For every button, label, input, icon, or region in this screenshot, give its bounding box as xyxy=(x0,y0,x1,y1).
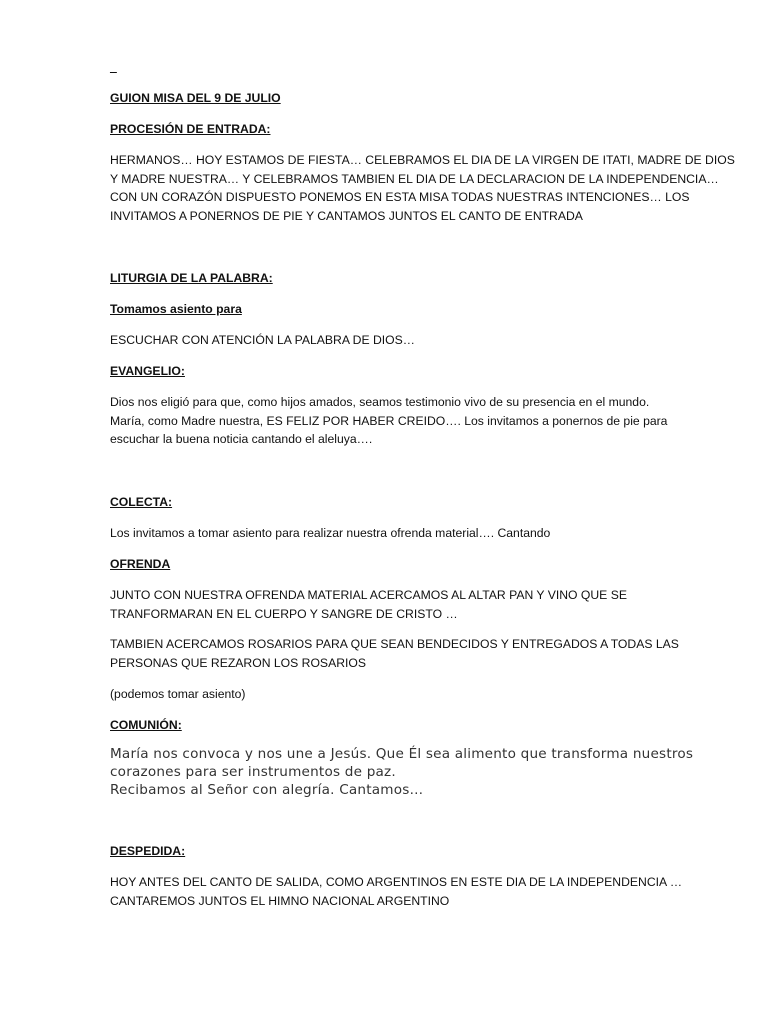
despedida-heading: DESPEDIDA: xyxy=(110,844,186,858)
ofrenda-paragraph-2 xyxy=(110,635,710,672)
liturgia-text: ESCUCHAR CON ATENCIÓN LA PALABRA DE DIOS… xyxy=(110,333,415,347)
ofrenda-heading: OFRENDA xyxy=(110,557,171,571)
evangelio-line: María, como Madre nuestra, ES FELIZ POR HABER CREIDO…. Los invitamos a ponernos de pie para xyxy=(110,413,668,428)
comunion-paragraph xyxy=(110,745,710,799)
ofrenda-paragraph-1 xyxy=(110,586,710,623)
comunion-line: María nos convoca y nos une a Jesús. Que Él sea alimento que transforma nuestros xyxy=(110,746,694,762)
ofrenda-line: JUNTO CON NUESTRA OFRENDA MATERIAL ACERCAMOS AL ALTAR PAN Y VINO QUE SE xyxy=(110,588,627,602)
colecta-text: Los invitamos a tomar asiento para realizar nuestra ofrenda material…. Cantando xyxy=(110,526,551,540)
entrada-line: CON UN CORAZÓN DISPUESTO PONEMOS EN ESTA MISA TODAS NUESTRAS INTENCIONES… LOS xyxy=(110,190,690,205)
entrada-heading: PROCESIÓN DE ENTRADA: xyxy=(110,122,271,136)
liturgia-subheading: Tomamos asiento para xyxy=(110,302,242,316)
top-mark: _ xyxy=(110,60,117,74)
evangelio-line: escuchar la buena noticia cantando el aleluya…. xyxy=(110,432,373,447)
comunion-heading: COMUNIÓN: xyxy=(110,718,182,732)
evangelio-heading: EVANGELIO: xyxy=(110,364,185,378)
colecta-heading: COLECTA: xyxy=(110,495,173,509)
evangelio-paragraph xyxy=(110,393,710,449)
comunion-line: corazones para ser instrumentos de paz. xyxy=(110,764,396,780)
entrada-paragraph xyxy=(110,151,735,225)
entrada-line: Y MADRE NUESTRA… Y CELEBRAMOS TAMBIEN EL DIA DE LA DECLARACION DE LA INDEPENDENCIA… xyxy=(110,171,719,186)
ofrenda-note: (podemos tomar asiento) xyxy=(110,687,246,701)
ofrenda-line: TAMBIEN ACERCAMOS ROSARIOS PARA QUE SEAN BENDECIDOS Y ENTREGADOS A TODAS LAS xyxy=(110,637,679,651)
evangelio-line: Dios nos eligió para que, como hijos amados, seamos testimonio vivo de su presencia en el mundo. xyxy=(110,395,650,409)
despedida-line: HOY ANTES DEL CANTO DE SALIDA, COMO ARGENTINOS EN ESTE DIA DE LA INDEPENDENCIA … xyxy=(110,875,683,889)
despedida-paragraph xyxy=(110,873,710,910)
comunion-line: Recibamos al Señor con alegría. Cantamos… xyxy=(110,782,424,798)
entrada-line: INVITAMOS A PONERNOS DE PIE Y CANTAMOS JUNTOS EL CANTO DE ENTRADA xyxy=(110,208,583,223)
despedida-line: CANTAREMOS JUNTOS EL HIMNO NACIONAL ARGENTINO xyxy=(110,893,450,908)
liturgia-heading: LITURGIA DE LA PALABRA: xyxy=(110,271,273,285)
ofrenda-line: PERSONAS QUE REZARON LOS ROSARIOS xyxy=(110,655,366,670)
entrada-line: HERMANOS… HOY ESTAMOS DE FIESTA… CELEBRAMOS EL DIA DE LA VIRGEN DE ITATI, MADRE DE DIOS xyxy=(110,153,735,167)
document-title: GUION MISA DEL 9 DE JULIO xyxy=(110,91,281,105)
ofrenda-line: TRANFORMARAN EN EL CUERPO Y SANGRE DE CRISTO … xyxy=(110,606,458,621)
